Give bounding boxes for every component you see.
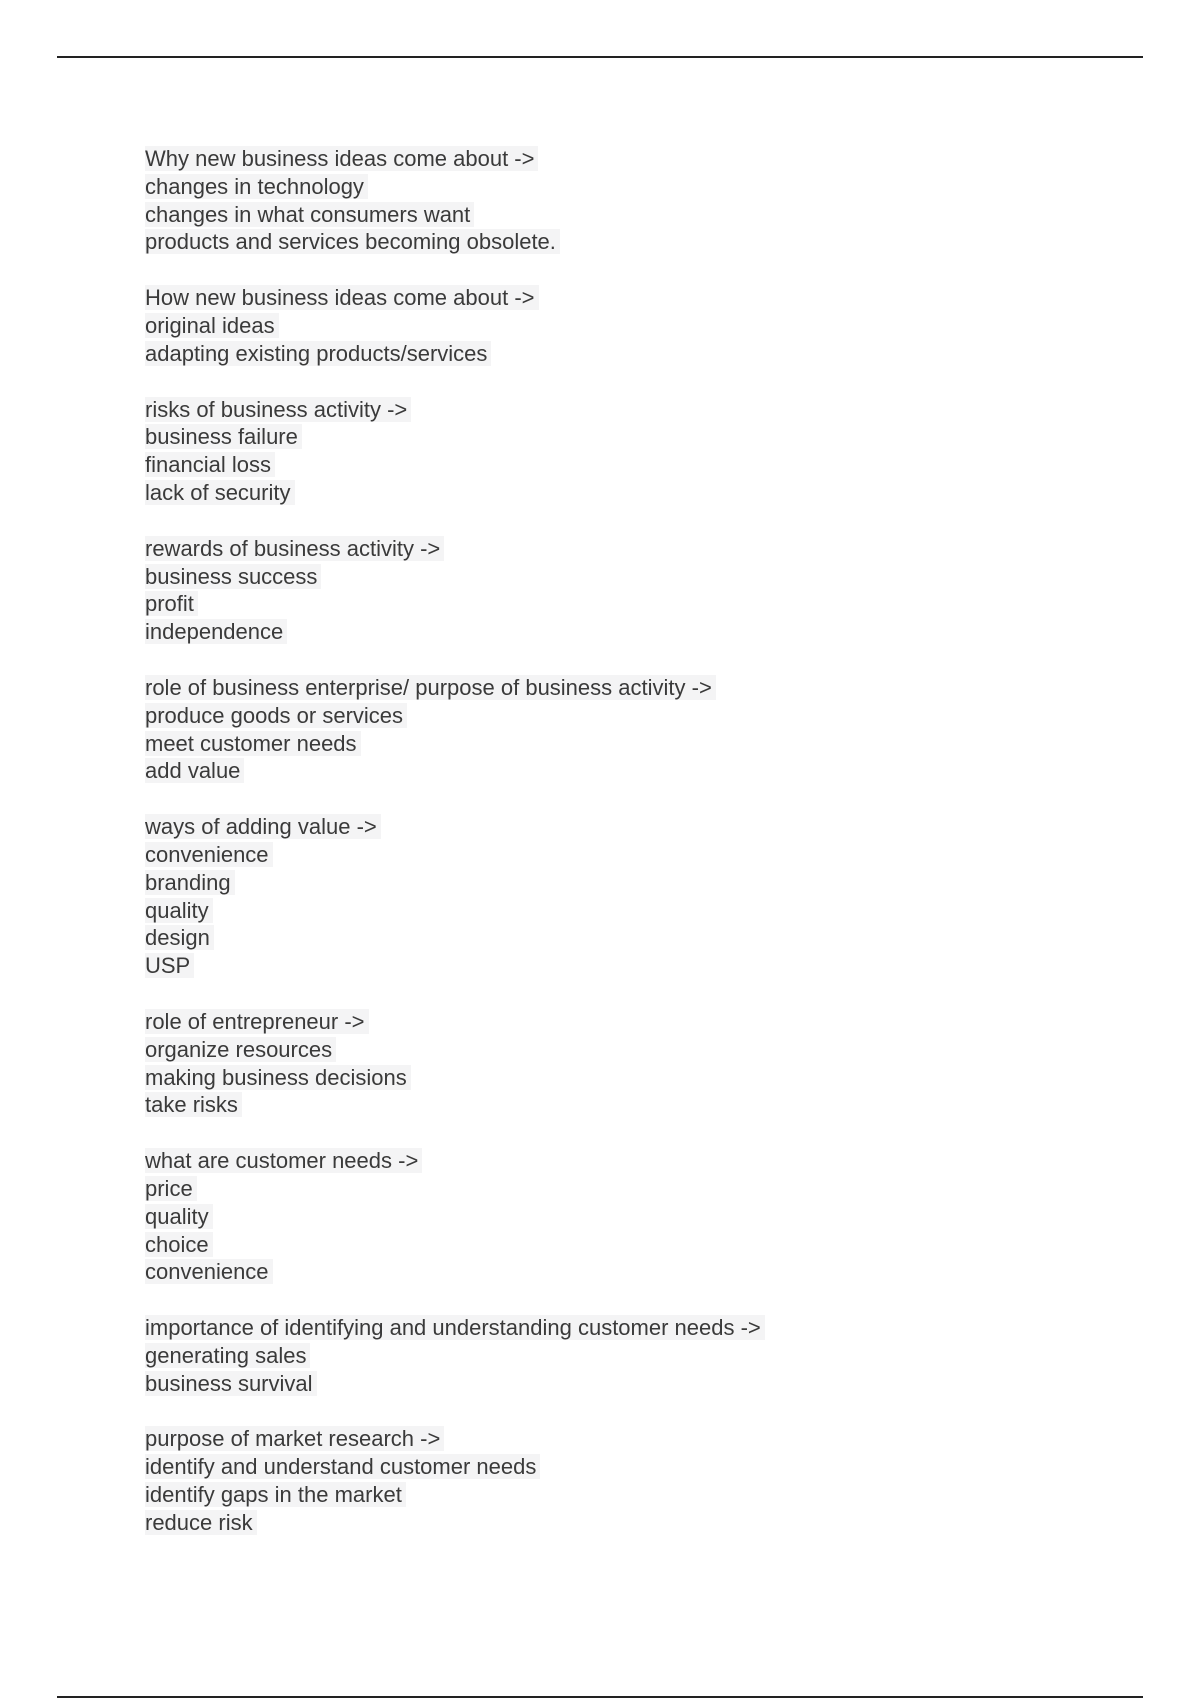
list-item <box>145 869 1095 897</box>
list-item <box>145 952 1095 980</box>
section-heading-text: what are customer needs -> <box>145 1148 422 1173</box>
list-item-text: lack of security <box>145 480 295 505</box>
list-item <box>145 228 1095 256</box>
list-item-text: USP <box>145 953 194 978</box>
list-item <box>145 1481 1095 1509</box>
list-item-text: convenience <box>145 842 273 867</box>
list-item <box>145 173 1095 201</box>
section-heading-text: risks of business activity -> <box>145 397 411 422</box>
section-heading <box>145 674 1095 702</box>
list-item-text: quality <box>145 1204 213 1229</box>
note-section <box>145 1147 1095 1286</box>
list-item-text: products and services becoming obsolete. <box>145 229 560 254</box>
list-item <box>145 730 1095 758</box>
list-item-text: add value <box>145 758 244 783</box>
note-section <box>145 1314 1095 1397</box>
list-item <box>145 1258 1095 1286</box>
section-heading <box>145 145 1095 173</box>
list-item <box>145 563 1095 591</box>
note-section <box>145 284 1095 367</box>
list-item <box>145 702 1095 730</box>
list-item <box>145 201 1095 229</box>
section-heading <box>145 396 1095 424</box>
note-section <box>145 1008 1095 1119</box>
top-rule <box>57 56 1143 58</box>
list-item-text: making business decisions <box>145 1065 411 1090</box>
document-body <box>145 145 1095 1565</box>
list-item <box>145 1203 1095 1231</box>
note-section <box>145 535 1095 646</box>
list-item <box>145 1064 1095 1092</box>
list-item <box>145 841 1095 869</box>
list-item-text: choice <box>145 1232 213 1257</box>
note-section <box>145 1425 1095 1536</box>
note-section <box>145 674 1095 785</box>
list-item <box>145 1509 1095 1537</box>
list-item-text: design <box>145 925 214 950</box>
list-item-text: business failure <box>145 424 302 449</box>
list-item <box>145 618 1095 646</box>
list-item <box>145 451 1095 479</box>
list-item <box>145 1036 1095 1064</box>
list-item-text: reduce risk <box>145 1510 257 1535</box>
section-heading <box>145 1425 1095 1453</box>
list-item-text: business success <box>145 564 321 589</box>
list-item-text: price <box>145 1176 197 1201</box>
list-item-text: meet customer needs <box>145 731 361 756</box>
list-item-text: financial loss <box>145 452 275 477</box>
list-item-text: identify gaps in the market <box>145 1482 406 1507</box>
note-section <box>145 813 1095 980</box>
list-item <box>145 590 1095 618</box>
section-heading-text: purpose of market research -> <box>145 1426 444 1451</box>
section-heading-text: role of entrepreneur -> <box>145 1009 369 1034</box>
list-item <box>145 312 1095 340</box>
list-item-text: convenience <box>145 1259 273 1284</box>
section-heading-text: How new business ideas come about -> <box>145 285 539 310</box>
list-item <box>145 423 1095 451</box>
list-item-text: quality <box>145 898 213 923</box>
list-item-text: business survival <box>145 1371 317 1396</box>
section-heading <box>145 1314 1095 1342</box>
list-item-text: produce goods or services <box>145 703 407 728</box>
list-item-text: identify and understand customer needs <box>145 1454 540 1479</box>
list-item-text: original ideas <box>145 313 279 338</box>
list-item-text: changes in what consumers want <box>145 202 474 227</box>
list-item <box>145 924 1095 952</box>
list-item <box>145 1453 1095 1481</box>
section-heading <box>145 813 1095 841</box>
note-section <box>145 145 1095 256</box>
section-heading-text: rewards of business activity -> <box>145 536 444 561</box>
list-item <box>145 479 1095 507</box>
section-heading <box>145 535 1095 563</box>
list-item-text: generating sales <box>145 1343 310 1368</box>
list-item-text: take risks <box>145 1092 242 1117</box>
list-item <box>145 1091 1095 1119</box>
list-item <box>145 1175 1095 1203</box>
section-heading-text: ways of adding value -> <box>145 814 381 839</box>
note-section <box>145 396 1095 507</box>
section-heading <box>145 1147 1095 1175</box>
list-item-text: profit <box>145 591 198 616</box>
list-item <box>145 897 1095 925</box>
list-item-text: adapting existing products/services <box>145 341 491 366</box>
bottom-rule <box>57 1696 1143 1698</box>
list-item <box>145 1231 1095 1259</box>
section-heading <box>145 1008 1095 1036</box>
section-heading <box>145 284 1095 312</box>
list-item-text: organize resources <box>145 1037 336 1062</box>
list-item <box>145 757 1095 785</box>
list-item <box>145 1370 1095 1398</box>
list-item-text: branding <box>145 870 235 895</box>
list-item <box>145 1342 1095 1370</box>
section-heading-text: importance of identifying and understanding customer needs -> <box>145 1315 765 1340</box>
section-heading-text: role of business enterprise/ purpose of business activity -> <box>145 675 716 700</box>
list-item-text: independence <box>145 619 287 644</box>
list-item-text: changes in technology <box>145 174 368 199</box>
list-item <box>145 340 1095 368</box>
section-heading-text: Why new business ideas come about -> <box>145 146 538 171</box>
